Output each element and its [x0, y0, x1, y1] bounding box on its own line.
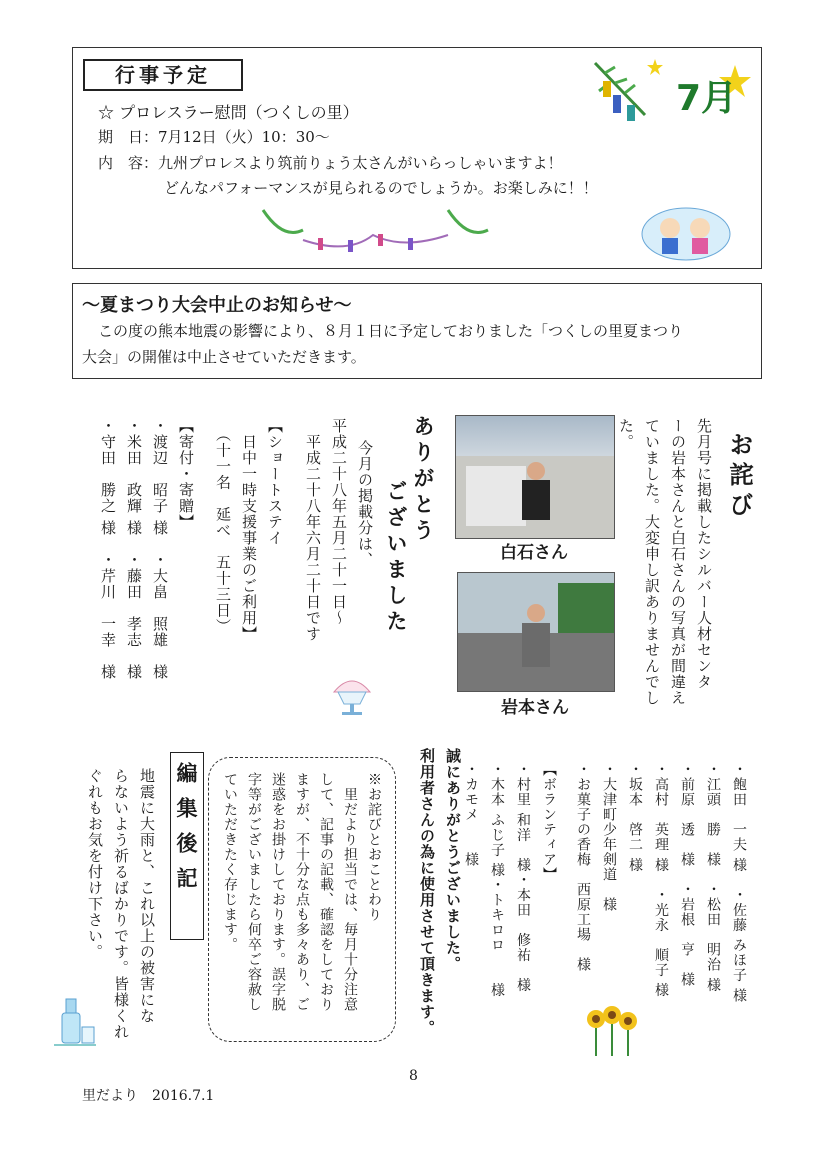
period-line-1: 今月の掲載分は、 — [356, 440, 374, 568]
notice-body-line1: この度の熊本地震の影響により、８月１日に予定しておりました「つくしの里夏まつり — [98, 322, 684, 340]
donor-line-4: ・高村 英理 様 ・光永 順子 様 — [653, 762, 669, 998]
shortstay-line-1: 【ショートステイ — [266, 418, 284, 546]
thanks-heading-1: ありがとう — [411, 415, 435, 545]
editor-heading: 編集後記 — [174, 762, 198, 902]
note-line-2: 里だより担当では、毎月十分注意 — [342, 772, 358, 1012]
donation-line-1: ・渡辺 昭子 様 ・大畠 照雄 様 — [151, 418, 169, 680]
notice-body-line2: 大会」の開催は中止させていただきます。 — [82, 348, 366, 366]
event-content-line1: 内 容：九州プロレスより筑前りょう太さんがいらっしゃいますよ！ — [98, 154, 563, 172]
orihime-hikoboshi-illustration — [640, 200, 732, 262]
donation-heading: 【寄付・寄贈】 — [177, 418, 195, 530]
donor-line-2: ・江頭 勝 様 ・松田 明治 様 — [705, 762, 721, 993]
apology-line-3: ていました。大変申し訳ありませんでし — [643, 418, 661, 706]
event-date: 期 日：7月12日（火）10：30～ — [98, 128, 330, 146]
period-line-2: 平成二十八年五月二十一日～ — [330, 418, 348, 626]
volunteer-heading: 【ボランティア】 — [541, 762, 557, 882]
volunteer-line-3: ・カモメ 様 — [463, 762, 479, 867]
donor-line-1: ・飽田 一夫 様 ・佐藤 みほ子 様 — [731, 762, 747, 1004]
note-line-4: ますが、不十分な点も多々あり、ご — [294, 772, 310, 1012]
period-line-3: 平成二十八年六月二十日です — [304, 418, 322, 642]
donor-line-6: ・大津町少年剣道 様 — [601, 762, 617, 912]
shortstay-line-3: （十一名 延べ 五十三日） — [214, 418, 232, 635]
volunteer-line-1: ・村里 和洋 様・本田 修祐 様 — [515, 762, 531, 993]
closing-line-1: 誠にありがとうございました。 — [444, 748, 462, 972]
notice-heading: ～夏まつり大会中止のお知らせ～ — [82, 295, 352, 316]
bamboo-garland-decoration — [258, 200, 494, 260]
shiraishi-caption: 白石さん — [500, 543, 568, 563]
donor-line-3: ・前原 透 様 ・岩根 亨 様 — [679, 762, 695, 987]
note-line-3: して、記事の記載、確認をしており — [318, 772, 334, 1012]
apology-line-2: ーの岩本さんと白石さんの写真が間違え — [669, 418, 687, 706]
month-label: 7月 — [676, 78, 738, 119]
closing-line-2: 利用者さんの為に使用させて頂きます。 — [418, 748, 436, 1036]
donor-line-5: ・坂本 啓二 様 — [627, 762, 643, 873]
editor-line-1: 地震に大雨と、これ以上の被害にな — [138, 768, 156, 1024]
note-line-7: ていただきたく存じます。 — [222, 772, 238, 952]
note-line-5: 迷惑をお掛けしております。誤字脱 — [270, 772, 286, 1012]
thanks-heading-2: ございました — [384, 480, 408, 636]
ramune-bottle-illustration — [52, 995, 98, 1051]
page-number: 8 — [409, 1068, 418, 1084]
shiraishi-photo — [455, 415, 615, 539]
shaved-ice-illustration — [330, 670, 374, 718]
event-schedule-heading: 行事予定 — [83, 59, 243, 91]
shortstay-line-2: 日中一時支援事業のご利用】 — [240, 418, 258, 642]
editor-line-3: ぐれもお気を付け下さい。 — [86, 768, 104, 960]
publication-footer: 里だより 2016.7.1 — [82, 1088, 215, 1104]
donation-line-2: ・米田 政輝 様 ・藤田 孝志 様 — [125, 418, 143, 680]
volunteer-line-2: ・木本 ふじ子 様・トキロロ 様 — [489, 762, 505, 998]
iwamoto-caption: 岩本さん — [501, 698, 569, 718]
iwamoto-photo — [457, 572, 615, 692]
donor-line-7: ・お菓子の香梅 西原工場 様 — [575, 762, 591, 972]
note-line-1: ※お詫びとおことわり — [366, 772, 382, 922]
apology-heading: お詫び — [725, 432, 753, 522]
event-item-title: ☆ プロレスラー慰問（つくしの里） — [98, 103, 359, 122]
editor-line-2: らないよう祈るばかりです。皆様くれ — [112, 768, 130, 1040]
sunflower-illustration — [584, 1005, 640, 1057]
apology-line-4: た。 — [617, 418, 635, 450]
apology-line-1: 先月号に掲載したシルバー人材センタ — [695, 418, 713, 690]
donation-line-3: ・守田 勝之 様 ・芹川 一幸 様 — [99, 418, 117, 680]
note-line-6: 字等がございましたら何卒ご容赦し — [246, 772, 262, 1012]
event-content-line2: どんなパフォーマンスが見られるのでしょうか。お楽しみに！！ — [164, 179, 598, 197]
